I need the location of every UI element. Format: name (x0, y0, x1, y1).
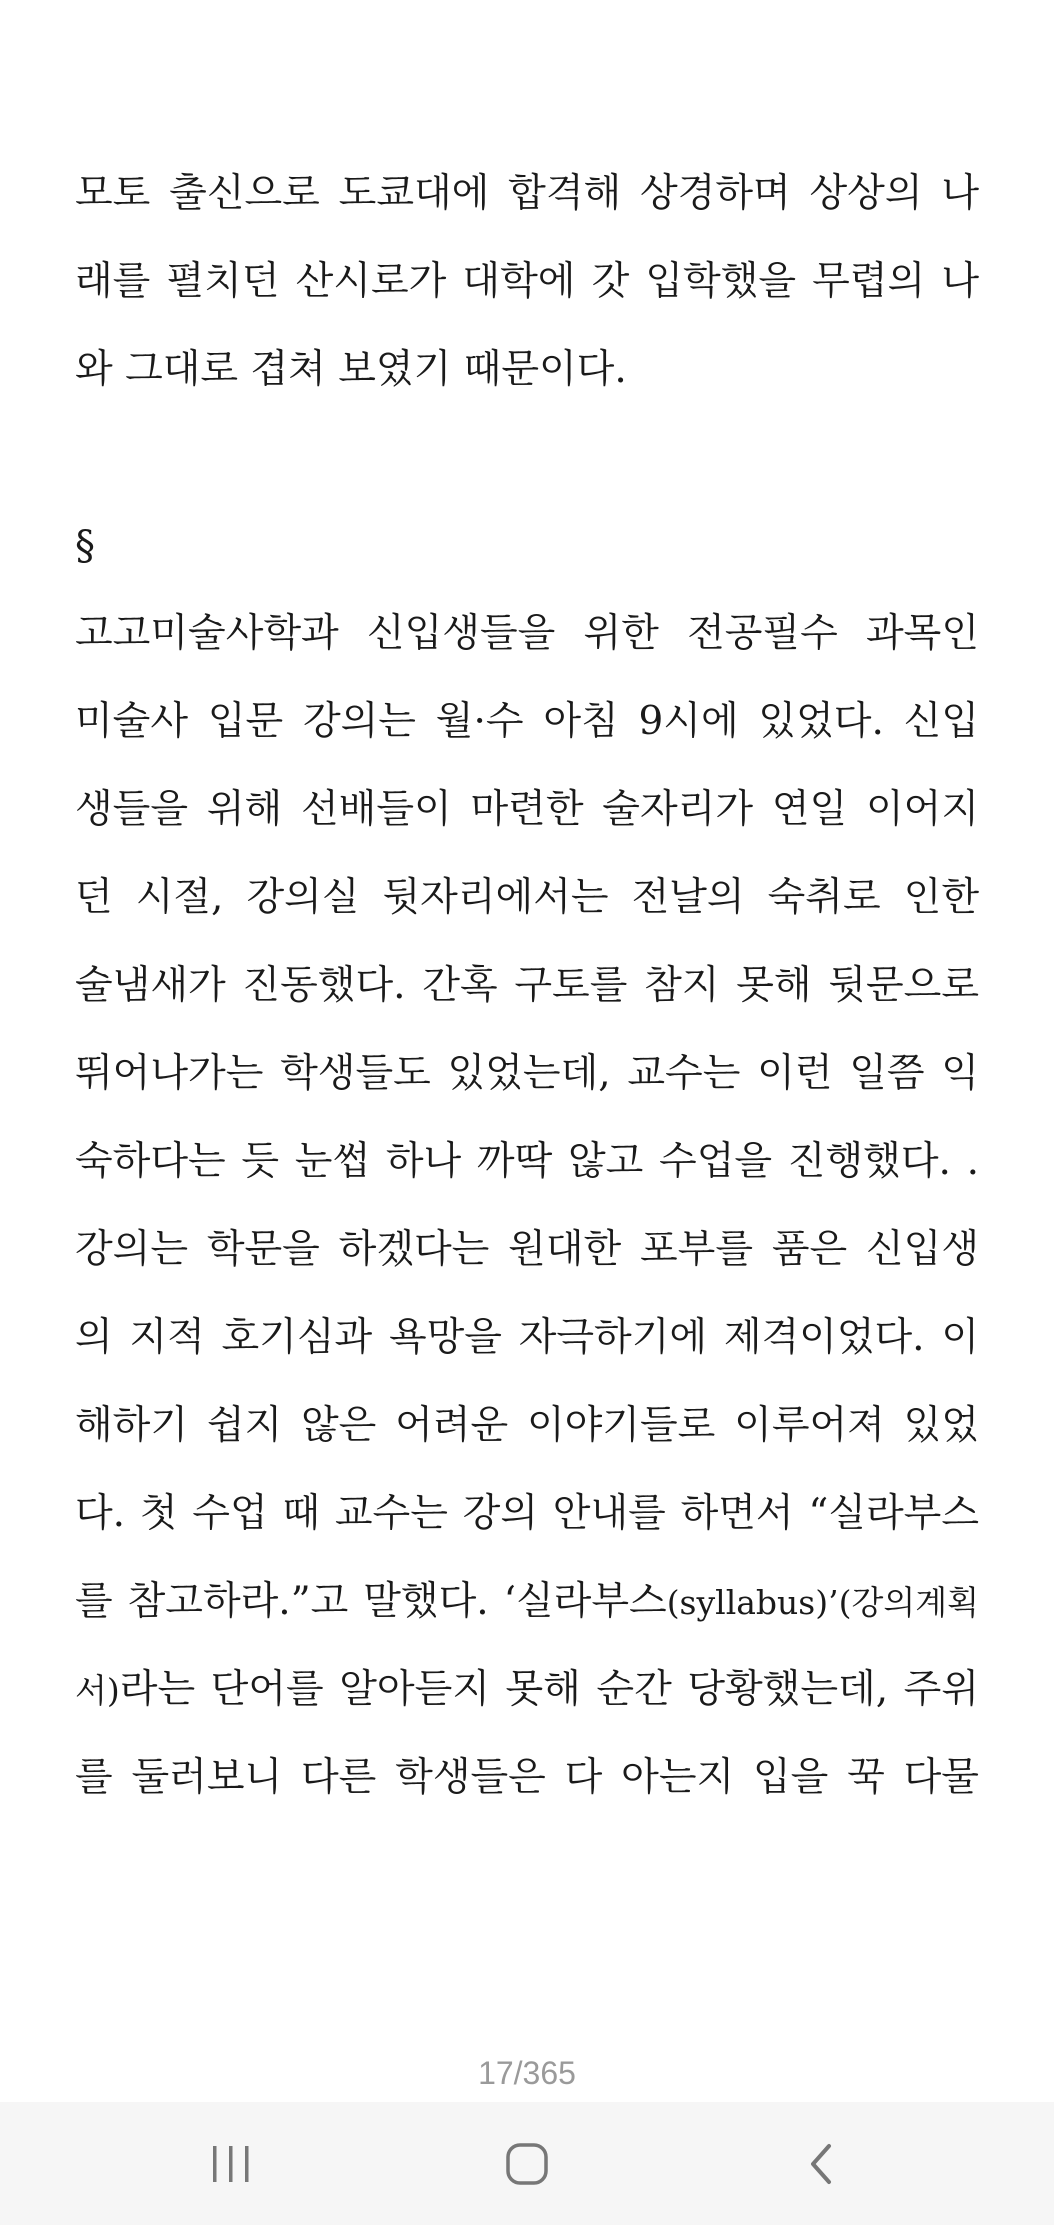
home-icon (504, 2141, 550, 2187)
text-segment-small: (syllabus)’(강의계획 (666, 1583, 979, 1622)
text-line: 던 시절, 강의실 뒷자리에서는 전날의 숙취로 인한 (75, 875, 979, 920)
text-line: 모토 출신으로 도쿄대에 합격해 상경하며 상상의 나 (75, 171, 979, 216)
text-line: 해하기 쉽지 않은 어려운 이야기들로 이루어져 있었 (75, 1403, 979, 1448)
text-line: 미술사 입문 강의는 월·수 아침 9시에 있었다. 신입 (75, 699, 979, 744)
text-line: 술냄새가 진동했다. 간혹 구토를 참지 못해 뒷문으로 (75, 963, 979, 1008)
reader-page (75, 150, 979, 1822)
text-line (75, 1558, 979, 1646)
recents-button[interactable] (176, 2124, 286, 2204)
text-line: 숙하다는 듯 눈썹 하나 까딱 않고 수업을 진행했다. . (75, 1139, 979, 1184)
back-button[interactable] (766, 2124, 876, 2204)
text-line: 생들을 위해 선배들이 마련한 술자리가 연일 이어지 (75, 787, 979, 832)
page-indicator: 17/365 (478, 2055, 576, 2091)
recents-icon (209, 2144, 253, 2184)
paragraph-1 (75, 150, 979, 414)
back-icon (803, 2141, 839, 2187)
text-segment: 라는 단어를 알아듣지 못해 순간 당황했는데, 주위 (119, 1667, 979, 1712)
text-line: 래를 펼치던 산시로가 대학에 갓 입학했을 무렵의 나 (75, 259, 979, 304)
home-button[interactable] (472, 2124, 582, 2204)
text-line: 뛰어나가는 학생들도 있었는데, 교수는 이런 일쯤 익 (75, 1051, 979, 1096)
section-mark: § (75, 523, 95, 569)
text-line: 다. 첫 수업 때 교수는 강의 안내를 하면서 “실라부스 (75, 1491, 979, 1536)
text-segment-small: 서) (75, 1671, 120, 1710)
paragraph-gap (75, 414, 979, 502)
text-line (75, 1646, 979, 1734)
text-line: 고고미술사학과 신입생들을 위한 전공필수 과목인 (75, 611, 979, 656)
navigation-bar (0, 2102, 1054, 2225)
text-line: 강의는 학문을 하겠다는 원대한 포부를 품은 신입생 (75, 1227, 979, 1272)
text-line: 와 그대로 겹쳐 보였기 때문이다. (75, 347, 627, 392)
text-line: 를 둘러보니 다른 학생들은 다 아는지 입을 꾹 다물 (75, 1755, 979, 1800)
paragraph-2 (75, 590, 979, 1822)
text-segment: 를 참고하라.”고 말했다. ‘실라부스 (75, 1579, 667, 1624)
text-line: 의 지적 호기심과 욕망을 자극하기에 제격이었다. 이 (75, 1315, 979, 1360)
